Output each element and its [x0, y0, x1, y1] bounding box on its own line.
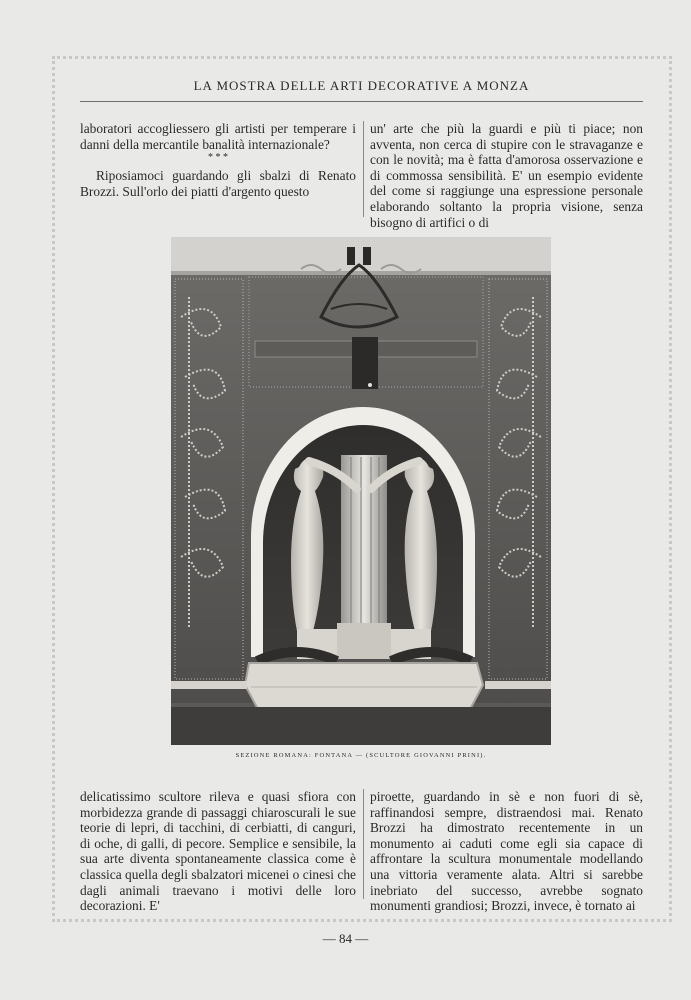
- paragraph: delicatissimo scultore rileva e quasi sfiora con morbidezza grande di passaggi chiaroscurali le sue teorie di lepri, di tacchini, di cerbiatti, di canguri, di oche, di galli, di pecore. Semplice e sensibile, la sua arte diventa spontaneamente classica come è classica quella degli sbalzatori micenei o cinesi che dagli animali traevano i motivi delle loro decorazioni. E': [80, 789, 356, 914]
- bottom-left-column: [80, 789, 356, 914]
- figure-caption: SEZIONE ROMANA: FONTANA — (SCULTORE GIOVANNI PRINI).: [235, 752, 487, 759]
- running-header: LA MOSTRA DELLE ARTI DECORATIVE A MONZA: [193, 78, 530, 93]
- top-right-column: [370, 121, 643, 230]
- bottom-right-column: [370, 789, 643, 914]
- paragraph: laboratori accogliessero gli artisti per temperare i danni della mercantile banalità internazionale?: [80, 121, 356, 152]
- column-divider: [363, 789, 364, 899]
- top-left-column: [80, 121, 356, 199]
- column-divider: [363, 121, 364, 217]
- fountain-illustration: [171, 237, 551, 745]
- paragraph: un' arte che più la guardi e più ti piace; non avventa, non cerca di stupire con le stravaganze e con le novità; ma è fatta d'amorosa osservazione e di commossa sensibilità. E' un esempio evidente del come si raggiunge una espressione personale elaborando soltanto la propria visione, senza bisogno di artifici o di: [370, 121, 643, 230]
- page-number: — 84 —: [322, 931, 369, 946]
- paragraph: Riposiamoci guardando gli sbalzi di Renato Brozzi. Sull'orlo dei piatti d'argento questo: [80, 168, 356, 199]
- paragraph: piroette, guardando in sè e non fuori di sè, raffinandosi sempre, distraendosi mai. Renato Brozzi ha dimostrato recentemente in un monumento ai caduti come egli sia capace di affrontare la scultura monumentale modellando una vittoria veramente alata. Altri si sarebbe inebriato del successo, avrebbe sognato monumenti grandiosi; Brozzi, invece, è tornato ai: [370, 789, 643, 914]
- fountain-photograph: [171, 237, 551, 745]
- header-rule: [80, 101, 643, 102]
- section-separator: * * *: [208, 152, 228, 164]
